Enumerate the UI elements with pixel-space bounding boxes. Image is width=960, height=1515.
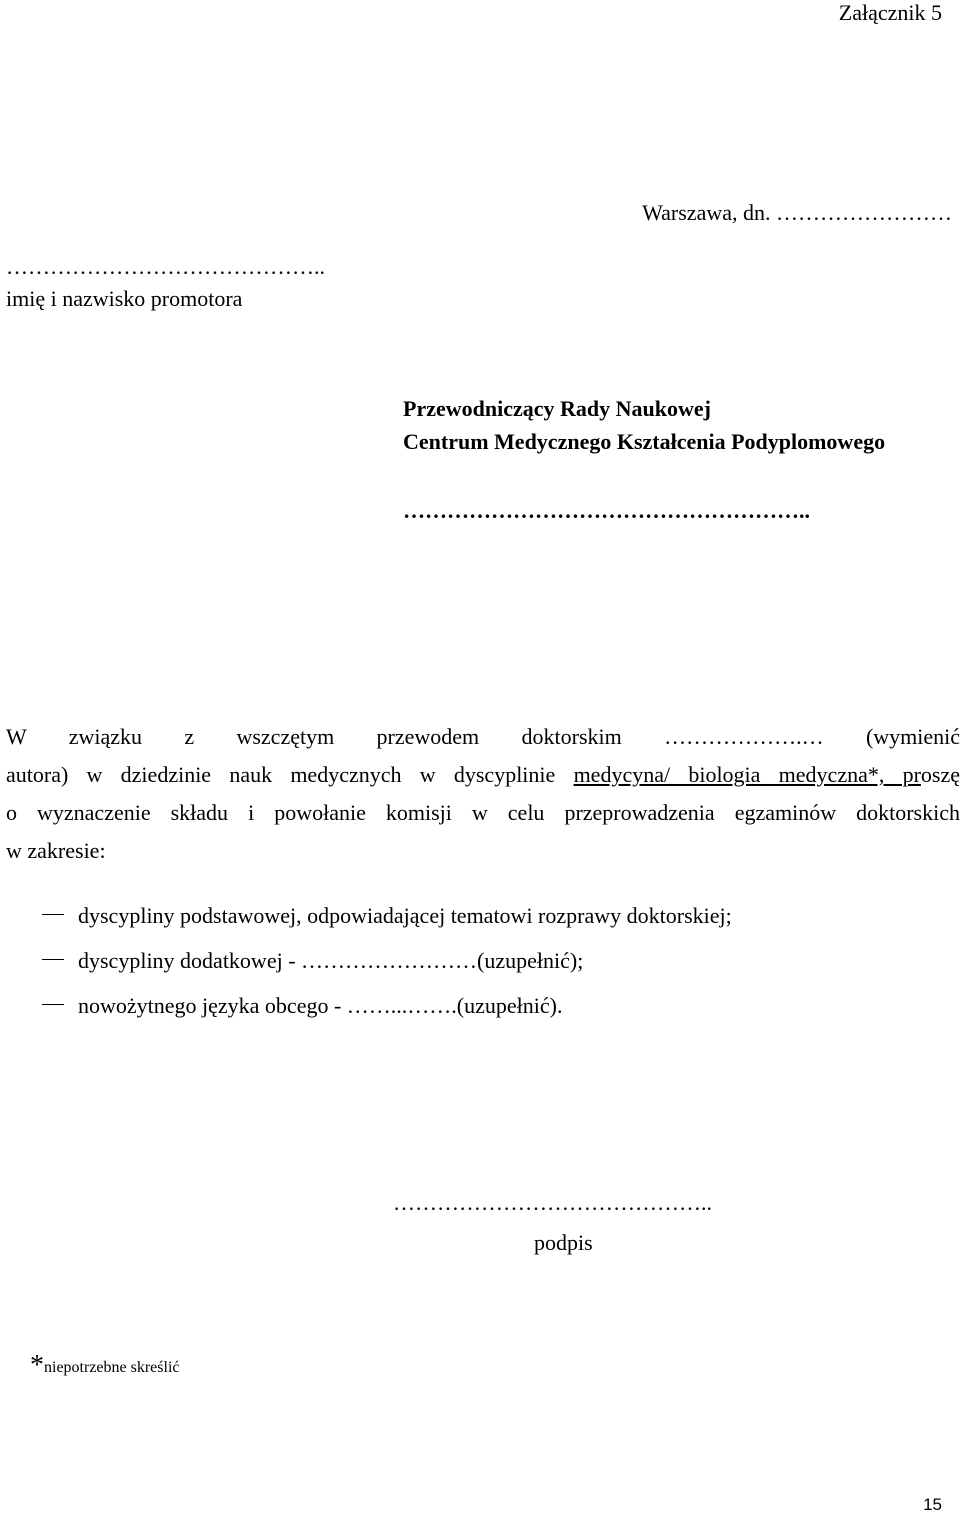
word: przewodem bbox=[376, 724, 480, 749]
promoter-name-label: imię i nazwisko promotora bbox=[6, 286, 243, 311]
paragraph-line-3: o wyznaczenie składu i powołanie komisji w celu przeprowadzenia egzaminów doktorskich bbox=[6, 800, 960, 825]
word: z bbox=[184, 724, 195, 749]
signature-placeholder: …………………………………….. bbox=[393, 1190, 712, 1215]
list-item-text: nowożytnego języka obcego - ……...…….(uzupełnić). bbox=[78, 993, 563, 1018]
word: W bbox=[6, 724, 27, 749]
addressee-institution: Centrum Medycznego Kształcenia Podyplomowego bbox=[403, 429, 886, 454]
addressee-name-placeholder: ……………………………………………….. bbox=[403, 498, 810, 523]
dash-bullet-icon bbox=[42, 959, 64, 960]
dash-bullet-icon bbox=[42, 914, 64, 915]
word: (wymienić bbox=[865, 724, 960, 749]
list-item-text: dyscypliny dodatkowej - ……………………(uzupełnić); bbox=[78, 948, 584, 973]
promoter-name-placeholder: …………………………………….. bbox=[6, 254, 325, 279]
word: związku bbox=[68, 724, 143, 749]
discipline-options: medycyna/ biologia medyczna*, pr bbox=[573, 762, 921, 787]
request-paragraph bbox=[6, 718, 960, 870]
paragraph-line-4: w zakresie: bbox=[6, 838, 106, 863]
addressee-title: Przewodniczący Rady Naukowej bbox=[403, 396, 711, 421]
place-date: Warszawa, dn. …………………… bbox=[642, 200, 952, 225]
dash-bullet-icon bbox=[42, 1004, 64, 1005]
paragraph-line-2 bbox=[6, 756, 960, 794]
footnote-star: * bbox=[30, 1350, 44, 1381]
footnote bbox=[30, 1350, 180, 1381]
paragraph-text: oszę bbox=[920, 762, 960, 787]
signature-label: podpis bbox=[534, 1230, 593, 1255]
paragraph-line-1 bbox=[6, 718, 960, 756]
word: wszczętym bbox=[236, 724, 335, 749]
author-placeholder: ……………….… bbox=[664, 724, 824, 749]
list-item-text: dyscypliny podstawowej, odpowiadającej tematowi rozprawy doktorskiej; bbox=[78, 903, 732, 928]
word: doktorskim bbox=[521, 724, 622, 749]
footnote-text: niepotrzebne skreślić bbox=[44, 1359, 180, 1376]
annex-label: Załącznik 5 bbox=[838, 0, 942, 25]
page-number: 15 bbox=[923, 1495, 942, 1514]
paragraph-text: autora) w dziedzinie nauk medycznych w dyscyplinie bbox=[6, 762, 556, 787]
